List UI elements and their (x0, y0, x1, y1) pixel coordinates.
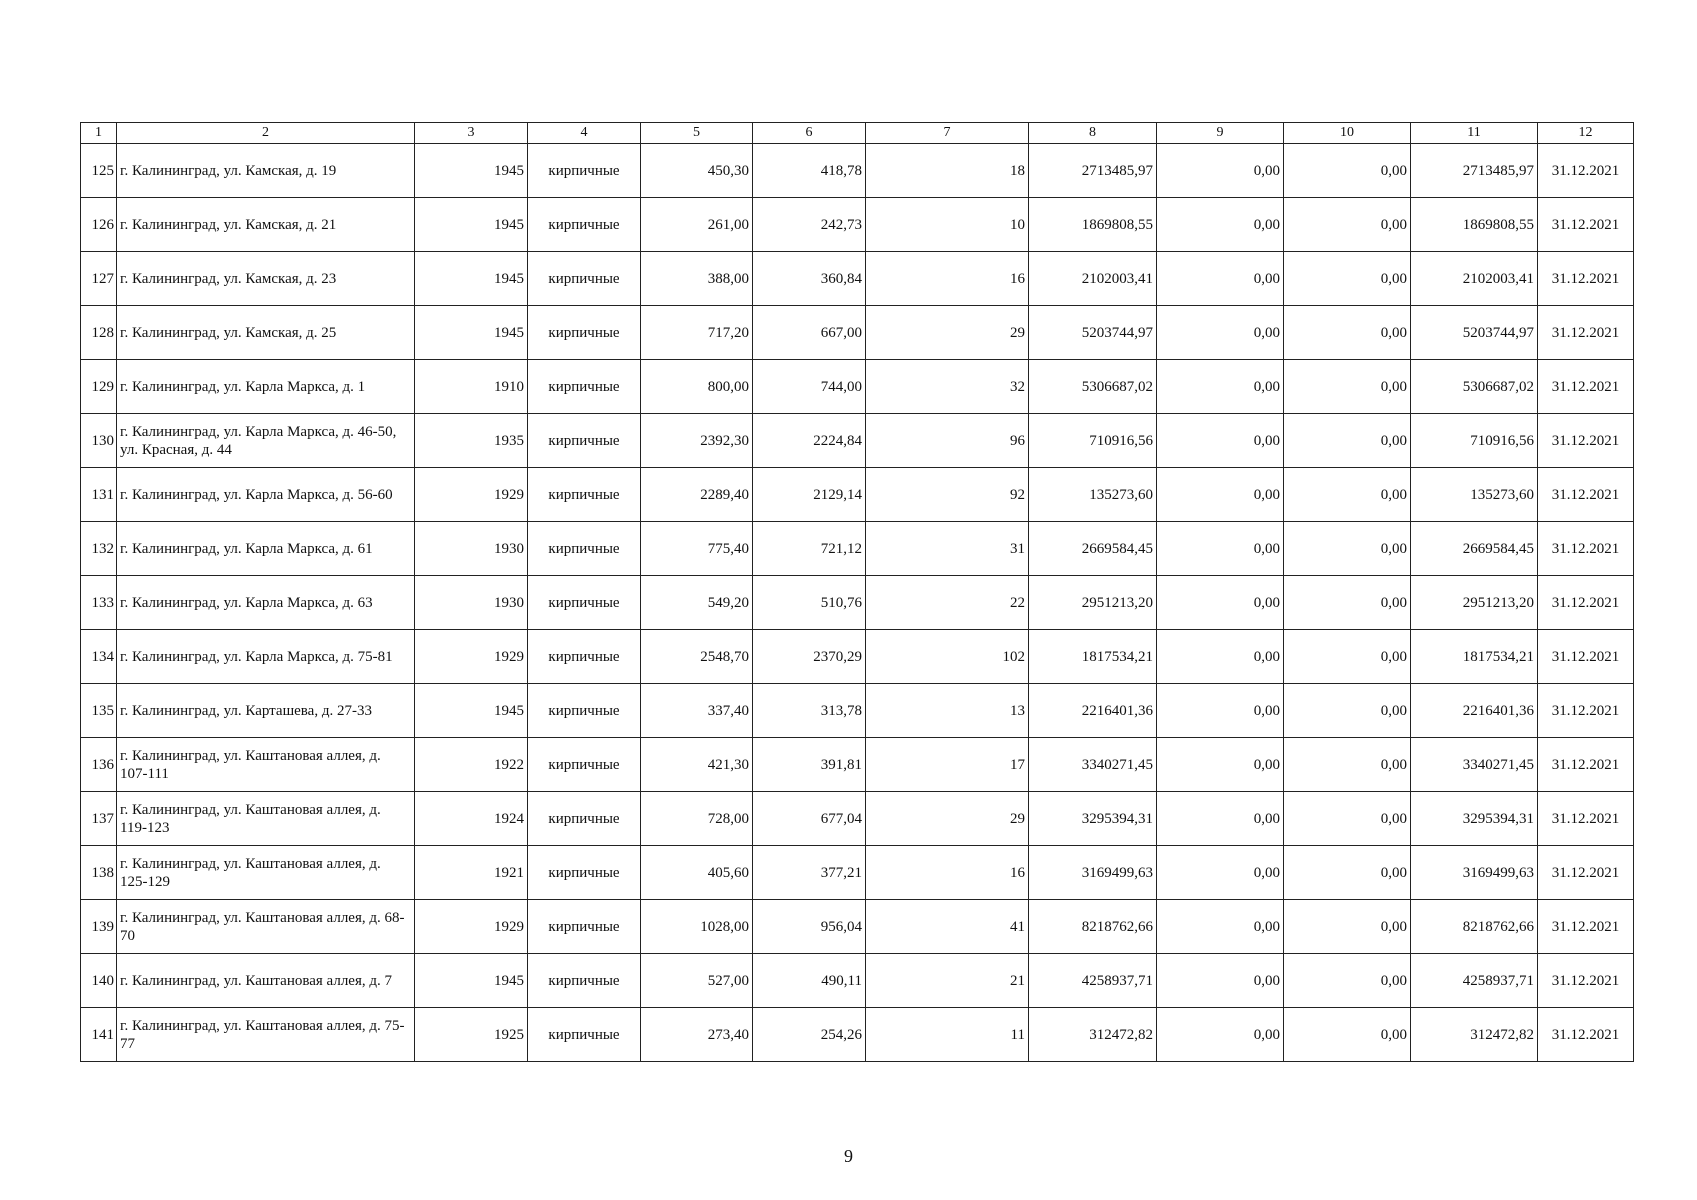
table-row (81, 792, 1634, 846)
area-cell: 388,00 (641, 252, 753, 306)
date-cell: 31.12.2021 (1538, 198, 1634, 252)
living-area-cell: 744,00 (753, 360, 866, 414)
amount-cell-9: 0,00 (1157, 144, 1284, 198)
living-area-cell: 254,26 (753, 1008, 866, 1062)
count-cell: 13 (866, 684, 1029, 738)
table-row (81, 576, 1634, 630)
date-cell: 31.12.2021 (1538, 846, 1634, 900)
living-area-cell: 721,12 (753, 522, 866, 576)
count-cell: 102 (866, 630, 1029, 684)
year-cell: 1945 (415, 198, 528, 252)
count-cell: 17 (866, 738, 1029, 792)
year-cell: 1924 (415, 792, 528, 846)
amount-cell: 710916,56 (1029, 414, 1157, 468)
living-area-cell: 2129,14 (753, 468, 866, 522)
amount-cell-10: 0,00 (1284, 954, 1411, 1008)
total-amount-cell: 1817534,21 (1411, 630, 1538, 684)
count-cell: 31 (866, 522, 1029, 576)
amount-cell-9: 0,00 (1157, 1008, 1284, 1062)
column-header-10: 10 (1284, 123, 1411, 144)
year-cell: 1921 (415, 846, 528, 900)
table-row (81, 468, 1634, 522)
row-number-cell: 137 (81, 792, 117, 846)
address-cell: г. Калининград, ул. Карла Маркса, д. 46-50, ул. Красная, д. 44 (117, 414, 415, 468)
amount-cell: 3340271,45 (1029, 738, 1157, 792)
amount-cell: 4258937,71 (1029, 954, 1157, 1008)
date-cell: 31.12.2021 (1538, 900, 1634, 954)
living-area-cell: 667,00 (753, 306, 866, 360)
row-number-cell: 125 (81, 144, 117, 198)
address-cell: г. Калининград, ул. Каштановая аллея, д. 107-111 (117, 738, 415, 792)
amount-cell-10: 0,00 (1284, 684, 1411, 738)
living-area-cell: 313,78 (753, 684, 866, 738)
date-cell: 31.12.2021 (1538, 360, 1634, 414)
amount-cell-9: 0,00 (1157, 522, 1284, 576)
row-number-cell: 139 (81, 900, 117, 954)
column-header-9: 9 (1157, 123, 1284, 144)
address-cell: г. Калининград, ул. Карла Маркса, д. 75-81 (117, 630, 415, 684)
wall-material-cell: кирпичные (528, 1008, 641, 1062)
row-number-cell: 126 (81, 198, 117, 252)
table-row (81, 522, 1634, 576)
area-cell: 405,60 (641, 846, 753, 900)
wall-material-cell: кирпичные (528, 576, 641, 630)
column-header-7: 7 (866, 123, 1029, 144)
amount-cell-9: 0,00 (1157, 306, 1284, 360)
amount-cell-9: 0,00 (1157, 846, 1284, 900)
page-number: 9 (844, 1146, 853, 1166)
address-cell: г. Калининград, ул. Каштановая аллея, д. 75-77 (117, 1008, 415, 1062)
address-cell: г. Калининград, ул. Карла Маркса, д. 56-60 (117, 468, 415, 522)
living-area-cell: 956,04 (753, 900, 866, 954)
table-row (81, 630, 1634, 684)
area-cell: 2289,40 (641, 468, 753, 522)
address-cell: г. Калининград, ул. Камская, д. 21 (117, 198, 415, 252)
year-cell: 1945 (415, 954, 528, 1008)
amount-cell: 2102003,41 (1029, 252, 1157, 306)
row-number-cell: 131 (81, 468, 117, 522)
data-table (80, 122, 1634, 1062)
living-area-cell: 2224,84 (753, 414, 866, 468)
total-amount-cell: 8218762,66 (1411, 900, 1538, 954)
column-header-8: 8 (1029, 123, 1157, 144)
count-cell: 22 (866, 576, 1029, 630)
wall-material-cell: кирпичные (528, 738, 641, 792)
year-cell: 1910 (415, 360, 528, 414)
amount-cell: 2951213,20 (1029, 576, 1157, 630)
area-cell: 2548,70 (641, 630, 753, 684)
address-cell: г. Калининград, ул. Каштановая аллея, д. 68-70 (117, 900, 415, 954)
year-cell: 1929 (415, 468, 528, 522)
amount-cell: 135273,60 (1029, 468, 1157, 522)
row-number-cell: 133 (81, 576, 117, 630)
amount-cell: 2216401,36 (1029, 684, 1157, 738)
address-cell: г. Калининград, ул. Карла Маркса, д. 61 (117, 522, 415, 576)
address-cell: г. Калининград, ул. Карла Маркса, д. 63 (117, 576, 415, 630)
count-cell: 32 (866, 360, 1029, 414)
date-cell: 31.12.2021 (1538, 684, 1634, 738)
total-amount-cell: 3295394,31 (1411, 792, 1538, 846)
amount-cell-9: 0,00 (1157, 198, 1284, 252)
area-cell: 717,20 (641, 306, 753, 360)
living-area-cell: 391,81 (753, 738, 866, 792)
amount-cell-10: 0,00 (1284, 792, 1411, 846)
table-row (81, 846, 1634, 900)
living-area-cell: 2370,29 (753, 630, 866, 684)
address-cell: г. Калининград, ул. Камская, д. 23 (117, 252, 415, 306)
amount-cell-10: 0,00 (1284, 252, 1411, 306)
wall-material-cell: кирпичные (528, 630, 641, 684)
total-amount-cell: 2951213,20 (1411, 576, 1538, 630)
living-area-cell: 510,76 (753, 576, 866, 630)
area-cell: 337,40 (641, 684, 753, 738)
amount-cell-10: 0,00 (1284, 738, 1411, 792)
count-cell: 11 (866, 1008, 1029, 1062)
column-header-1: 1 (81, 123, 117, 144)
year-cell: 1930 (415, 576, 528, 630)
wall-material-cell: кирпичные (528, 954, 641, 1008)
row-number-cell: 129 (81, 360, 117, 414)
column-header-5: 5 (641, 123, 753, 144)
living-area-cell: 360,84 (753, 252, 866, 306)
wall-material-cell: кирпичные (528, 252, 641, 306)
row-number-cell: 138 (81, 846, 117, 900)
row-number-cell: 136 (81, 738, 117, 792)
year-cell: 1945 (415, 144, 528, 198)
total-amount-cell: 5306687,02 (1411, 360, 1538, 414)
amount-cell-9: 0,00 (1157, 630, 1284, 684)
date-cell: 31.12.2021 (1538, 414, 1634, 468)
area-cell: 728,00 (641, 792, 753, 846)
count-cell: 10 (866, 198, 1029, 252)
amount-cell-10: 0,00 (1284, 468, 1411, 522)
amount-cell-9: 0,00 (1157, 252, 1284, 306)
amount-cell-10: 0,00 (1284, 522, 1411, 576)
total-amount-cell: 2102003,41 (1411, 252, 1538, 306)
wall-material-cell: кирпичные (528, 846, 641, 900)
count-cell: 16 (866, 252, 1029, 306)
amount-cell: 3169499,63 (1029, 846, 1157, 900)
total-amount-cell: 2669584,45 (1411, 522, 1538, 576)
total-amount-cell: 4258937,71 (1411, 954, 1538, 1008)
living-area-cell: 242,73 (753, 198, 866, 252)
amount-cell: 312472,82 (1029, 1008, 1157, 1062)
wall-material-cell: кирпичные (528, 144, 641, 198)
area-cell: 549,20 (641, 576, 753, 630)
area-cell: 273,40 (641, 1008, 753, 1062)
count-cell: 29 (866, 306, 1029, 360)
total-amount-cell: 3340271,45 (1411, 738, 1538, 792)
total-amount-cell: 312472,82 (1411, 1008, 1538, 1062)
amount-cell-10: 0,00 (1284, 306, 1411, 360)
total-amount-cell: 2713485,97 (1411, 144, 1538, 198)
year-cell: 1929 (415, 630, 528, 684)
amount-cell-10: 0,00 (1284, 144, 1411, 198)
area-cell: 1028,00 (641, 900, 753, 954)
date-cell: 31.12.2021 (1538, 468, 1634, 522)
total-amount-cell: 710916,56 (1411, 414, 1538, 468)
amount-cell-10: 0,00 (1284, 900, 1411, 954)
row-number-cell: 140 (81, 954, 117, 1008)
amount-cell: 2669584,45 (1029, 522, 1157, 576)
row-number-cell: 132 (81, 522, 117, 576)
row-number-cell: 135 (81, 684, 117, 738)
date-cell: 31.12.2021 (1538, 576, 1634, 630)
total-amount-cell: 5203744,97 (1411, 306, 1538, 360)
wall-material-cell: кирпичные (528, 900, 641, 954)
table-row (81, 306, 1634, 360)
living-area-cell: 377,21 (753, 846, 866, 900)
table-row (81, 414, 1634, 468)
count-cell: 21 (866, 954, 1029, 1008)
address-cell: г. Калининград, ул. Камская, д. 19 (117, 144, 415, 198)
count-cell: 92 (866, 468, 1029, 522)
date-cell: 31.12.2021 (1538, 954, 1634, 1008)
row-number-cell: 141 (81, 1008, 117, 1062)
living-area-cell: 418,78 (753, 144, 866, 198)
wall-material-cell: кирпичные (528, 792, 641, 846)
total-amount-cell: 2216401,36 (1411, 684, 1538, 738)
table-row (81, 144, 1634, 198)
table-row (81, 1008, 1634, 1062)
address-cell: г. Калининград, ул. Каштановая аллея, д. 125-129 (117, 846, 415, 900)
wall-material-cell: кирпичные (528, 360, 641, 414)
date-cell: 31.12.2021 (1538, 1008, 1634, 1062)
living-area-cell: 490,11 (753, 954, 866, 1008)
total-amount-cell: 1869808,55 (1411, 198, 1538, 252)
row-number-cell: 130 (81, 414, 117, 468)
count-cell: 29 (866, 792, 1029, 846)
amount-cell-10: 0,00 (1284, 576, 1411, 630)
amount-cell: 2713485,97 (1029, 144, 1157, 198)
area-cell: 2392,30 (641, 414, 753, 468)
date-cell: 31.12.2021 (1538, 522, 1634, 576)
count-cell: 16 (866, 846, 1029, 900)
amount-cell-9: 0,00 (1157, 900, 1284, 954)
table-row (81, 900, 1634, 954)
table-row (81, 954, 1634, 1008)
area-cell: 450,30 (641, 144, 753, 198)
column-header-3: 3 (415, 123, 528, 144)
date-cell: 31.12.2021 (1538, 792, 1634, 846)
count-cell: 41 (866, 900, 1029, 954)
table-row (81, 252, 1634, 306)
date-cell: 31.12.2021 (1538, 252, 1634, 306)
count-cell: 96 (866, 414, 1029, 468)
address-cell: г. Калининград, ул. Каштановая аллея, д. 7 (117, 954, 415, 1008)
column-header-4: 4 (528, 123, 641, 144)
row-number-cell: 134 (81, 630, 117, 684)
column-header-11: 11 (1411, 123, 1538, 144)
wall-material-cell: кирпичные (528, 468, 641, 522)
row-number-cell: 128 (81, 306, 117, 360)
count-cell: 18 (866, 144, 1029, 198)
column-header-2: 2 (117, 123, 415, 144)
area-cell: 775,40 (641, 522, 753, 576)
amount-cell-10: 0,00 (1284, 360, 1411, 414)
amount-cell: 1817534,21 (1029, 630, 1157, 684)
amount-cell-9: 0,00 (1157, 360, 1284, 414)
area-cell: 527,00 (641, 954, 753, 1008)
wall-material-cell: кирпичные (528, 522, 641, 576)
amount-cell-9: 0,00 (1157, 414, 1284, 468)
amount-cell: 5306687,02 (1029, 360, 1157, 414)
amount-cell-9: 0,00 (1157, 954, 1284, 1008)
column-header-6: 6 (753, 123, 866, 144)
column-header-12: 12 (1538, 123, 1634, 144)
date-cell: 31.12.2021 (1538, 738, 1634, 792)
year-cell: 1925 (415, 1008, 528, 1062)
amount-cell-9: 0,00 (1157, 468, 1284, 522)
year-cell: 1930 (415, 522, 528, 576)
address-cell: г. Калининград, ул. Карла Маркса, д. 1 (117, 360, 415, 414)
address-cell: г. Калининград, ул. Камская, д. 25 (117, 306, 415, 360)
year-cell: 1935 (415, 414, 528, 468)
amount-cell-9: 0,00 (1157, 738, 1284, 792)
address-cell: г. Калининград, ул. Карташева, д. 27-33 (117, 684, 415, 738)
amount-cell-9: 0,00 (1157, 792, 1284, 846)
year-cell: 1945 (415, 306, 528, 360)
table-row (81, 684, 1634, 738)
amount-cell: 5203744,97 (1029, 306, 1157, 360)
wall-material-cell: кирпичные (528, 306, 641, 360)
year-cell: 1945 (415, 252, 528, 306)
table-body (81, 144, 1634, 1062)
living-area-cell: 677,04 (753, 792, 866, 846)
amount-cell: 3295394,31 (1029, 792, 1157, 846)
year-cell: 1922 (415, 738, 528, 792)
year-cell: 1929 (415, 900, 528, 954)
amount-cell: 1869808,55 (1029, 198, 1157, 252)
total-amount-cell: 135273,60 (1411, 468, 1538, 522)
amount-cell-10: 0,00 (1284, 630, 1411, 684)
address-cell: г. Калининград, ул. Каштановая аллея, д. 119-123 (117, 792, 415, 846)
wall-material-cell: кирпичные (528, 414, 641, 468)
area-cell: 261,00 (641, 198, 753, 252)
date-cell: 31.12.2021 (1538, 144, 1634, 198)
wall-material-cell: кирпичные (528, 684, 641, 738)
amount-cell-10: 0,00 (1284, 198, 1411, 252)
amount-cell-9: 0,00 (1157, 576, 1284, 630)
year-cell: 1945 (415, 684, 528, 738)
amount-cell-10: 0,00 (1284, 414, 1411, 468)
area-cell: 800,00 (641, 360, 753, 414)
area-cell: 421,30 (641, 738, 753, 792)
amount-cell-10: 0,00 (1284, 846, 1411, 900)
amount-cell-10: 0,00 (1284, 1008, 1411, 1062)
wall-material-cell: кирпичные (528, 198, 641, 252)
table-row (81, 198, 1634, 252)
amount-cell: 8218762,66 (1029, 900, 1157, 954)
table-row (81, 360, 1634, 414)
amount-cell-9: 0,00 (1157, 684, 1284, 738)
date-cell: 31.12.2021 (1538, 630, 1634, 684)
table-row (81, 738, 1634, 792)
date-cell: 31.12.2021 (1538, 306, 1634, 360)
table-header-row (81, 123, 1634, 144)
total-amount-cell: 3169499,63 (1411, 846, 1538, 900)
row-number-cell: 127 (81, 252, 117, 306)
